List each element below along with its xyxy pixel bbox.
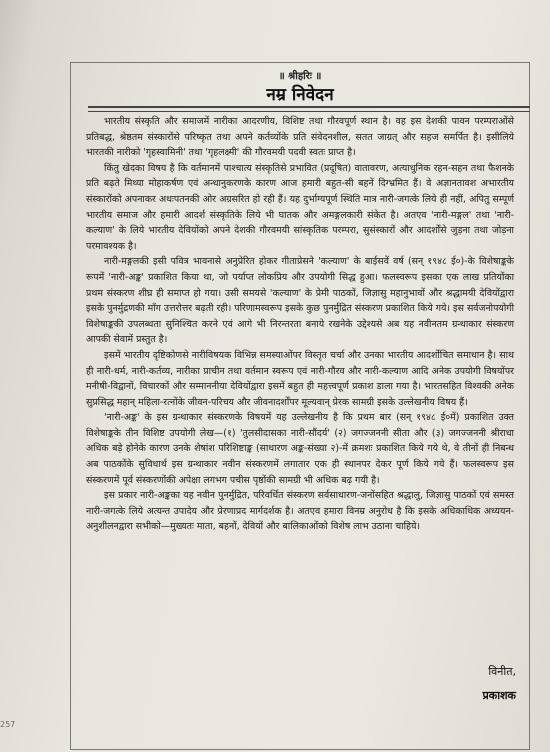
signature-closing: विनीत, <box>488 665 516 678</box>
signature-block <box>483 660 516 708</box>
page-title: नम्र निवेदन <box>266 85 334 105</box>
body-text <box>86 114 514 535</box>
signature-name: प्रकाशक <box>482 689 516 702</box>
paragraph-6: इस प्रकार नारी-अङ्कका यह नवीन पुनर्मुद्रित, परिवर्धित संस्करण सर्वसाधारण-जनोंसहित श्रद्धालु, जिज्ञासु पाठकों एवं समस्त नारी-जगत्के लिये अत्यन्त उपादेय और प्रेरणाप्रद मार्गदर्शक है। अतएव हमारा विनम्र अनुरोध है कि इसके अधिकाधिक अध्ययन-अनुशीलनद्वारा सभीको—मुख्यतः माता, बहनों, देवियों और बालिकाओंको विशेष लाभ उठाना चाहिये। <box>86 490 514 533</box>
paragraph-4: इसमें भारतीय दृष्टिकोणसे नारीविषयक विभिन्न समस्याओंपर विस्तृत चर्चा और उनका भारतीय आदर्शोचित समाधान है। साथ ही नारी-धर्म, नारी-कर्तव्य, नारीका प्राचीन तथा वर्तमान स्वरूप एवं नारी-गौरव और नारी-कल्याण आदि अनेक उपयोगी विषयोंपर मनीषी-विद्वानों, विचारकों और सम्माननीया देवियोंद्वारा इसमें बहुत ही महत्त्वपूर्ण प्रकाश डाला गया है। भारतसहित विश्वकी अनेक सुप्रसिद्ध महान् महिला-रत्नोंके जीवन-परिचय और जीवनादर्शोंपर मूल्यवान् प्रेरक सामग्री इसके उल्लेखनीय विषय हैं। <box>86 349 514 408</box>
title-underline <box>88 106 530 112</box>
edge-page-mark: 257 <box>0 720 16 729</box>
paragraph-3: नारी-मङ्गलकी इसी पवित्र भावनासे अनुप्रेरित होकर गीताप्रेसने 'कल्याण' के बाईसवें वर्ष (सन् १९४८ ई०)-के विशेषाङ्कके रूपमें 'नारी-अङ्क' प्रकाशित किया था, जो पर्याप्त लोकप्रिय और उपयोगी सिद्ध हुआ। फलस्वरूप इसका एक लाख प्रतियोंका प्रथम संस्करण शीघ्र ही समाप्त हो गया। उसी समयसे 'कल्याण' के प्रेमी पाठकों, जिज्ञासु महानुभावों और श्रद्धामयी देवियोंद्वारा इसके पुनर्मुद्रणकी माँग उत्तरोत्तर बढ़ती रही। परिणामस्वरूप इसके कुछ पुनर्मुद्रित संस्करण प्रकाशित किये गये। इस सर्वजनोपयोगी विशेषाङ्ककी उपलब्धता सुनिश्चित करने एवं आगे भी निरन्तरता बनाये रखनेके उद्देश्यसे अब यह नवीनतम ग्रन्थाकार संस्करण आपकी सेवामें प्रस्तुत है। <box>86 256 514 346</box>
paragraph-1: भारतीय संस्कृति और समाजमें नारीका आदरणीय, विशिष्ट तथा गौरवपूर्ण स्थान है। वह इस देशकी पावन परम्पराओंसे प्रतिबद्ध, श्रेष्ठतम संस्कारोंसे परिष्कृत तथा अपने कर्तव्योंके प्रति संवेदनशील, सतत जाग्रत् और सहज समर्पित है। इसीलिये भारतकी नारीको 'गृहस्वामिनी' तथा 'गृहलक्ष्मी' की गौरवमयी पदवी स्वतः प्राप्त है। <box>86 116 514 159</box>
paragraph-2: किंतु खेदका विषय है कि वर्तमानमें पाश्चात्य संस्कृतिसे प्रभावित (प्रदूषित) वातावरण, अत्याधुनिक रहन-सहन तथा फैशनके प्रति बढ़ते मिथ्या मोहाकर्षण एवं अन्धानुकरणके कारण आज हमारी बहुत-सी बहनें दिग्भ्रमित हैं। वे अज्ञानतावश अभारतीय संस्कारोंको अपनाकर अधःपतनकी ओर अग्रसरित हो रही हैं। यह दुर्भाग्यपूर्ण स्थिति मात्र नारी-जगत्के लिये ही नहीं, अपितु सम्पूर्ण भारतीय समाज और हमारी आदर्श संस्कृतिके लिये भी घातक और अमङ्गलकारी संकेत है। अतएव 'नारी-मङ्गल' तथा 'नारी-कल्याण' के लिये भारतीय देवियोंको अपने देशकी गौरवमयी सांस्कृतिक परम्परा, सुसंस्कारों और आदर्शोंसे जुड़ना तथा जोड़ना परमावश्यक है। <box>86 162 514 252</box>
invocation-heading: ॥ श्रीहरिः ॥ <box>278 71 322 82</box>
paragraph-5: 'नारी-अङ्क' के इस ग्रन्थाकार संस्करणके विषयमें यह उल्लेखनीय है कि प्रथम बार (सन् १९४८ ई०में) प्रकाशित उक्त विशेषाङ्कके तीन विशिष्ट उपयोगी लेख—(१) 'तुलसीदासका नारी-सौंदर्य' (२) जगज्जननी सीता और (३) जगज्जननी श्रीराधा अधिक बड़े होनेके कारण उनके शेषांश परिशिष्टाङ्क (साधारण अङ्क-संख्या २)-में क्रमशः प्रकाशित किये गये थे, वे तीनों ही निबन्ध अब पाठकोंके सुविधार्थ इस ग्रन्थाकार नवीन संस्करणमें लगातार एक ही स्थानपर देकर पूर्ण किये गये हैं। फलस्वरूप इस संस्करणमें पूर्व संस्करणोंकी अपेक्षा लगभग पचीस पृष्ठोंकी सामग्री भी अधिक बढ़ गयी है। <box>86 412 514 486</box>
